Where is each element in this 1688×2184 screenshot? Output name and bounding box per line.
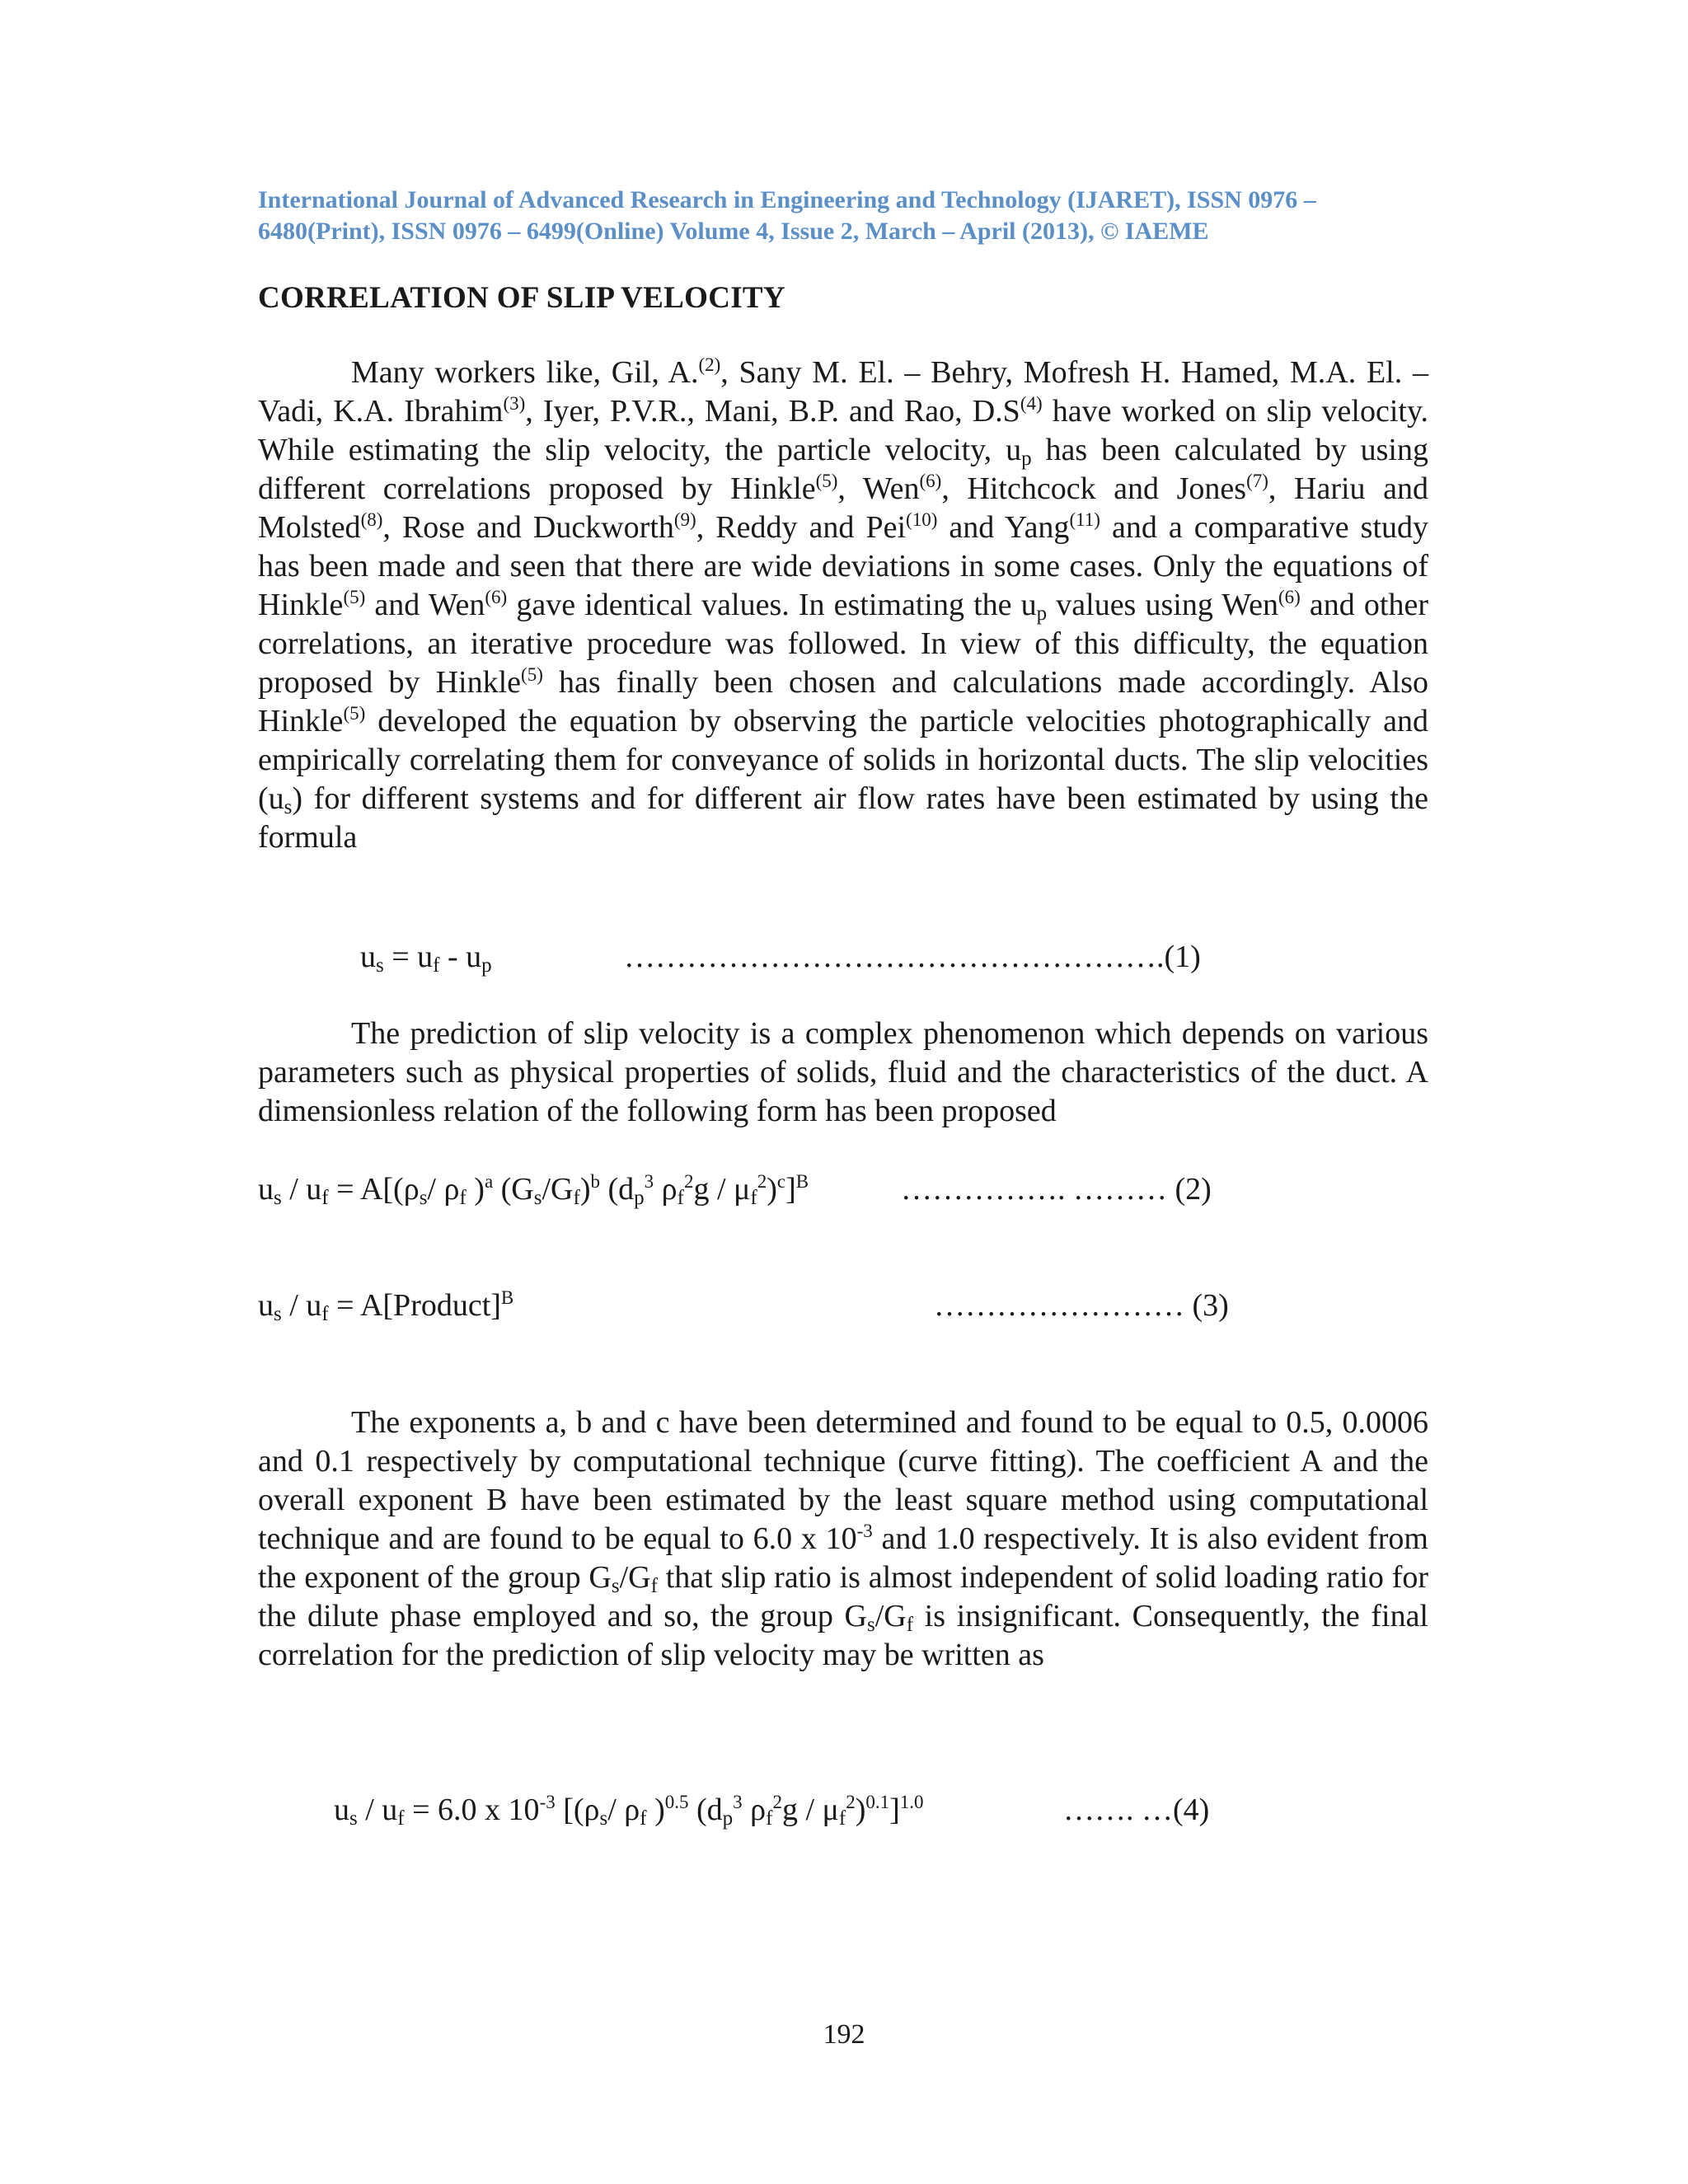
- page-number: 192: [823, 2019, 865, 2050]
- paragraph-2: The prediction of slip velocity is a complex phenomenon which depends on various parameters such as physical properties of solids, fluid and the characteristics of the duct. A dimensionless relation of the following form has been proposed: [258, 1016, 1428, 1128]
- journal-header: [258, 185, 1428, 247]
- equation-3: $u_s / u_f$ = A[Product]$^B$ …………………… (3): [258, 1287, 1229, 1325]
- equation-2: $u_s / u_f = A[(\rho_s/$ $\rho_f$ )$^a$ $(G_s/G_f)^b$ ($d_p^3$ $\rho_f^2g / \mu_f^2)^c]^B$ ……………. ……… (2): [258, 1171, 1212, 1209]
- paragraph-3: The exponents a, b and c have been determined and found to be equal to 0.5, 0.0006 and 0.1 respectively by computational technique (curve fitting). The coefficient A and the overall exponent B have been estimated by the least square method using computational technique and are found to be equal to 6.0 x $10^{-3}$ and 1.0 respectively. It is also evident from the exponent of the group $G_s/G_f$ that slip ratio is almost independent of solid loading ratio for the dilute phase employed and so, the group $G_s/G_f$ is insignificant. Consequently, the final correlation for the prediction of slip velocity may be written as: [258, 1405, 1428, 1672]
- equation-4-number: ……. …(4): [1063, 1793, 1210, 1827]
- equation-1: $u_s = u_f - u_p$ …………………………………………….(1): [360, 940, 1201, 977]
- equation-1-number: …………………………………………….(1): [624, 940, 1201, 974]
- journal-header-line2: 6480(Print), ISSN 0976 – 6499(Online) Volume 4, Issue 2, March – April (2013), © IAEME: [258, 218, 1209, 245]
- equation-3-number: …………………… (3): [934, 1288, 1229, 1323]
- paragraph-1: Many workers like, Gil, A.$^{(2)}$, Sany M. El. – Behry, Mofresh H. Hamed, M.A. El. – Vadi, K.A. Ibrahim$^{(3)}$, Iyer, P.V.R., Mani, B.P. and Rao, $D.S^{(4)}$ have worked on slip velocity. While estimating the slip velocity, the particle velocity, $u_p$ has been calculated by using different correlations proposed by Hinkle$^{(5)}$, Wen$^{(6)}$, Hitchcock and Jones$^{(7)}$, Hariu and Molsted$^{(8)}$, Rose and Duckworth$^{(9)}$, Reddy and Pei$^{(10)}$ and Yang$^{(11)}$ and a comparative study has been made and seen that there are wide deviations in some cases. Only the equations of Hinkle$^{(5)}$ and Wen$^{(6)}$ gave identical values. In estimating the $u_p$ values using Wen$^{(6)}$ and other correlations, an iterative procedure was followed. In view of this difficulty, the equation proposed by Hinkle$^{(5)}$ has finally been chosen and calculations made accordingly. Also Hinkle$^{(5)}$ developed the equation by observing the particle velocities photographically and empirically correlating them for conveyance of solids in horizontal ducts. The slip velocities $(u_s)$ for different systems and for different air flow rates have been estimated by using the formula: [258, 354, 1428, 855]
- section-title: CORRELATION OF SLIP VELOCITY: [258, 281, 785, 315]
- equation-2-number: ……………. ……… (2): [901, 1172, 1212, 1207]
- journal-header-line1: International Journal of Advanced Research in Engineering and Technology (IJARET), ISSN 0976 –: [258, 186, 1316, 213]
- equation-4: $u_s / u_f = 6.0$ x $10^{-3}$ [($\rho_s/$ $\rho_f$ )$^{0.5}$ ($d_p^3$ $\rho_f^2g / \mu_f^2)^{0.1}]^{1.0}$ ……. …(4): [334, 1792, 1210, 1830]
